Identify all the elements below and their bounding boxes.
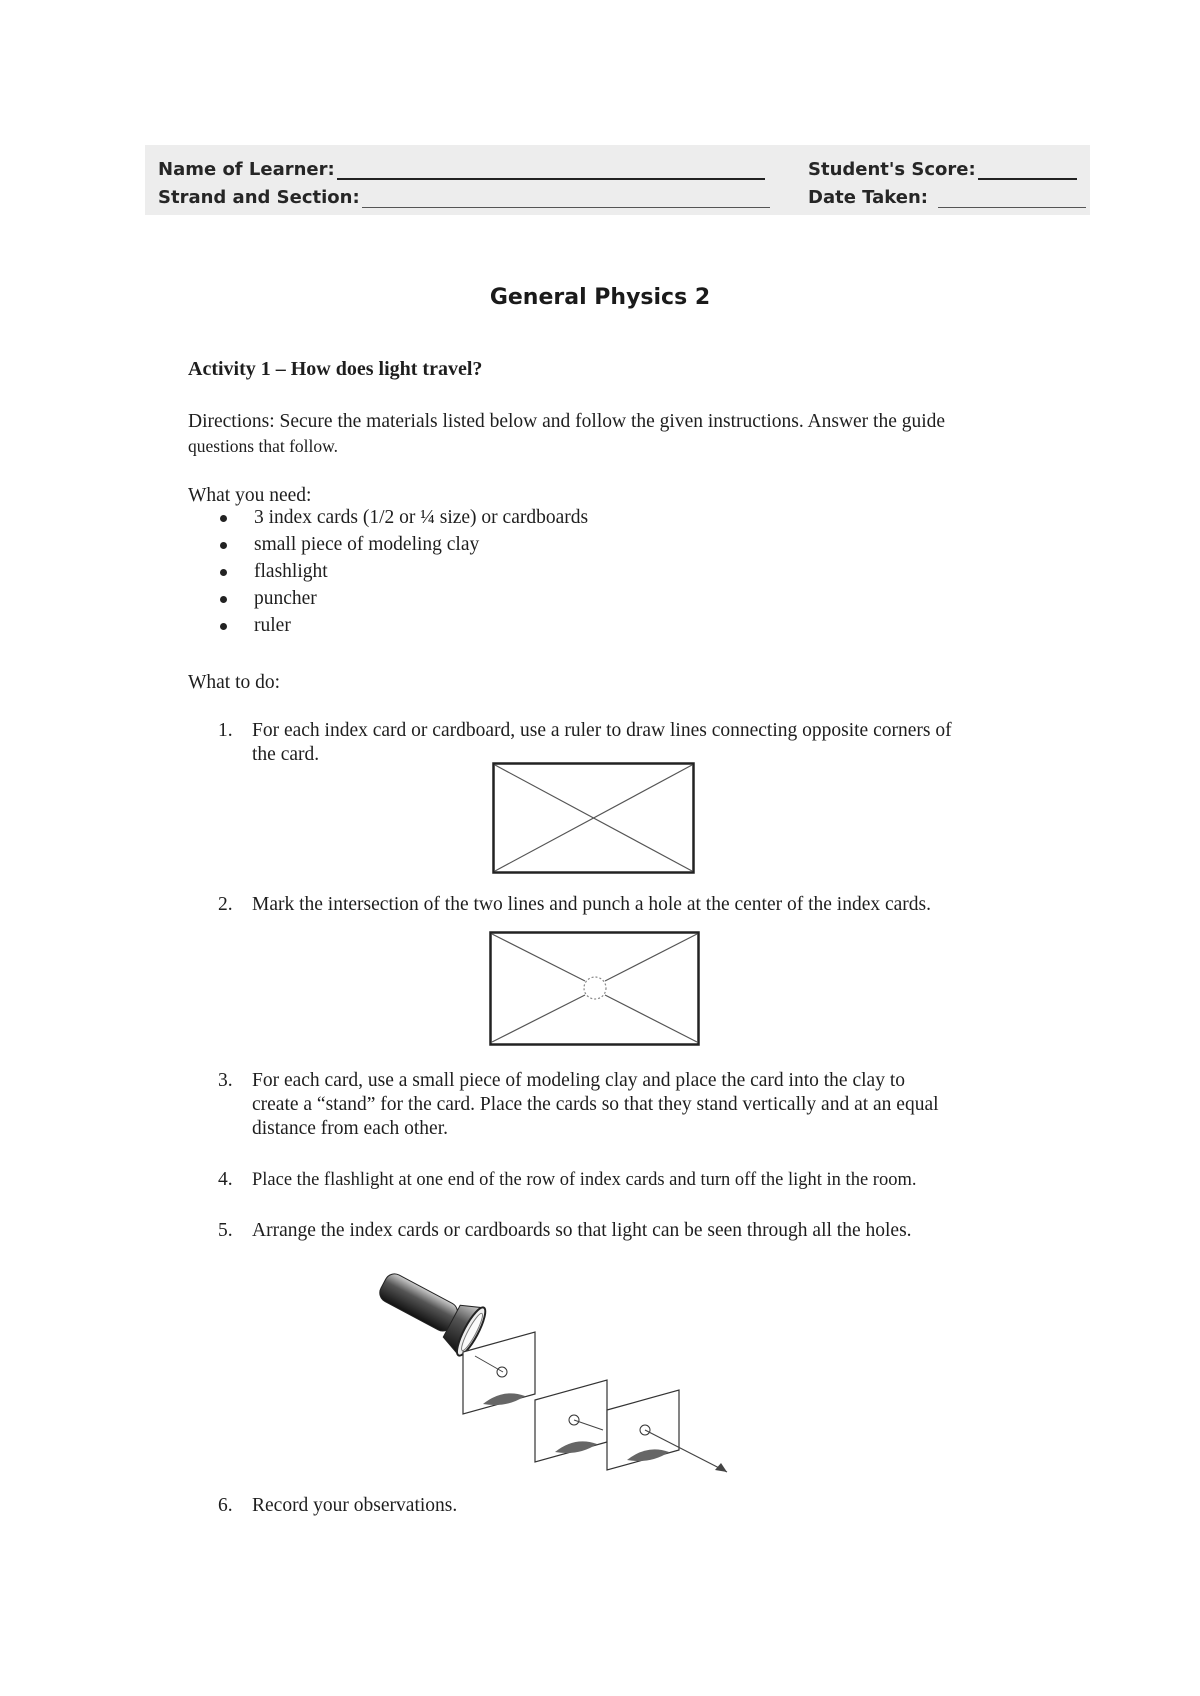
directions-line-1: Directions: Secure the materials listed below and follow the given instructions. Answer the guide <box>188 411 946 432</box>
activity-title: Activity 1 – How does light travel? <box>188 358 483 380</box>
date-taken-row <box>808 187 1086 208</box>
step-text-line: Mark the intersection of the two lines and punch a hole at the center of the index cards. <box>252 894 932 915</box>
strand-section-label: Strand and Section: <box>158 187 360 208</box>
list-item: puncher <box>220 585 588 612</box>
student-score-label: Student's Score: <box>808 159 976 180</box>
strand-section-field[interactable] <box>362 189 770 208</box>
name-of-learner-row <box>158 159 765 180</box>
arrow-head-icon <box>715 1463 727 1472</box>
strand-section-row <box>158 187 770 208</box>
card-with-hole-figure <box>489 931 701 1047</box>
list-item: 3 index cards (1/2 or ¼ size) or cardboards <box>220 504 588 531</box>
learner-info-header <box>145 145 1090 215</box>
index-card-1 <box>463 1332 535 1414</box>
card-diagonals-figure <box>492 762 696 876</box>
index-card-3 <box>607 1390 679 1470</box>
index-card-2 <box>535 1380 607 1462</box>
name-of-learner-label: Name of Learner: <box>158 159 335 180</box>
step-number: 6. <box>218 1495 233 1516</box>
step-number: 2. <box>218 894 233 915</box>
student-score-field[interactable] <box>978 160 1077 180</box>
step-text-line: the card. <box>252 744 320 765</box>
list-item: small piece of modeling clay <box>220 531 588 558</box>
directions-line-2: questions that follow. <box>188 436 339 456</box>
step-number: 3. <box>218 1070 233 1091</box>
step-number: 5. <box>218 1220 233 1241</box>
date-taken-label: Date Taken: <box>808 187 928 208</box>
step-text-line: Record your observations. <box>252 1495 458 1516</box>
step-text-line: Place the flashlight at one end of the row of index cards and turn off the light in the room. <box>252 1170 917 1190</box>
step-text-line: Arrange the index cards or cardboards so that light can be seen through all the holes. <box>252 1220 912 1241</box>
what-to-do-heading: What to do: <box>188 672 281 693</box>
step-text-line: create a “stand” for the card. Place the cards so that they stand vertically and at an equal <box>252 1094 939 1115</box>
step-text-line: distance from each other. <box>252 1118 448 1139</box>
what-you-need-heading: What you need: <box>188 485 312 506</box>
document-title: General Physics 2 <box>489 285 711 310</box>
flashlight-setup-figure <box>375 1270 795 1480</box>
materials-list <box>220 504 588 639</box>
step-number: 1. <box>218 720 233 741</box>
punched-hole <box>584 977 606 999</box>
step-text-line: For each card, use a small piece of modeling clay and place the card into the clay to <box>252 1070 905 1091</box>
step-number: 4. <box>218 1169 233 1190</box>
student-score-row <box>808 159 1077 180</box>
date-taken-field[interactable] <box>938 189 1086 208</box>
name-of-learner-field[interactable] <box>337 160 765 180</box>
flashlight-icon <box>375 1270 490 1359</box>
list-item: ruler <box>220 612 588 639</box>
list-item: flashlight <box>220 558 588 585</box>
step-text-line: For each index card or cardboard, use a ruler to draw lines connecting opposite corners of <box>252 720 952 741</box>
